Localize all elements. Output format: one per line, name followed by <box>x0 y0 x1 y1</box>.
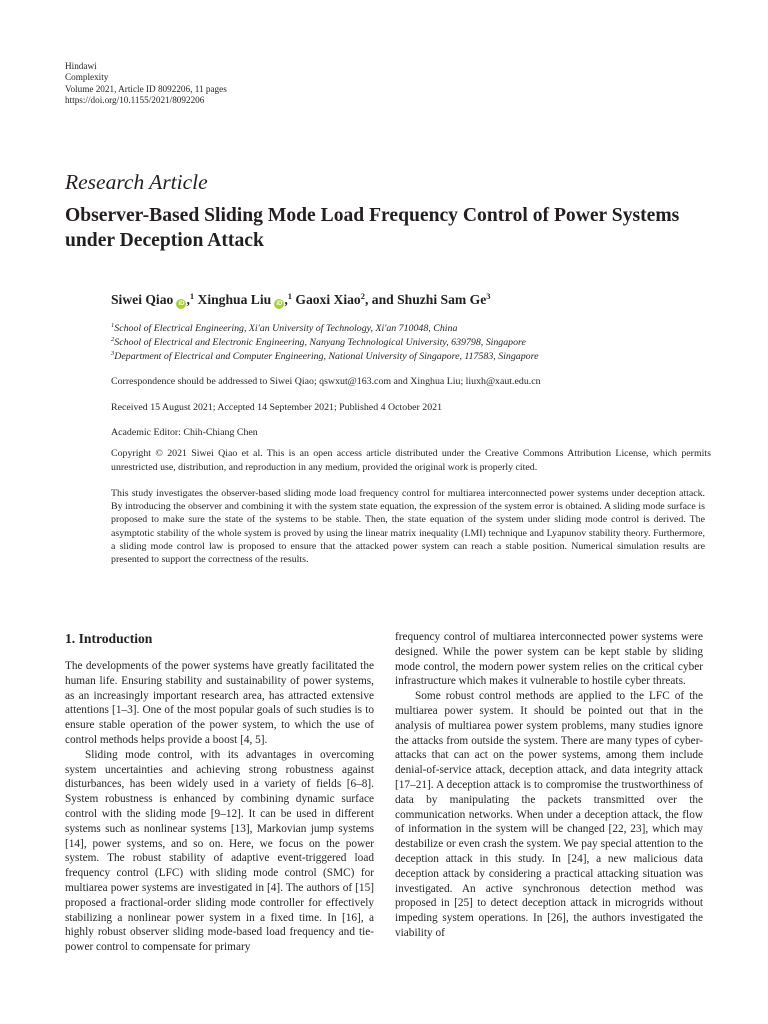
publisher-name: Hindawi <box>65 61 97 71</box>
author-name: Xinghua Liu <box>197 292 272 307</box>
copyright-notice: Copyright © 2021 Siwei Qiao et al. This is an open access article distributed under the Creative Commons Attribution License, which permits unrestricted use, distribution, and reproduction in any medium, provided the original work is properly cited. <box>111 448 711 473</box>
doi-link[interactable]: https://doi.org/10.1155/2021/8092206 <box>65 95 205 106</box>
body-paragraph: Sliding mode control, with its advantages in overcoming system uncertainties and achieving strong robustness against disturbances, has been widely used in a variety of fields [6–8]. System robustness is enhanced by combining dynamic surface control with the sliding mode [9–12]. It can be used in different systems such as nonlinear systems [13], Markovian jump systems [14], power systems, and so on. Here, we focus on the power system. The robust stability of adaptive event-triggered load frequency control (LFC) with sliding mode control (SMC) for multiarea power systems are investigated in [4]. The authors of [15] proposed a fractional-order sliding mode controller for effectively stabilizing a nonlinear power system in a fixed time. In [16], a highly robust observer sliding mode-based load frequency and tie-power control to compensate for primary <box>65 748 374 954</box>
affiliation-3 <box>111 350 538 364</box>
author-1 <box>111 292 194 307</box>
affiliation-number: 1 <box>111 322 115 329</box>
affiliation-marker: 3 <box>486 291 491 301</box>
right-column <box>395 630 703 941</box>
affiliation-marker: 2 <box>360 291 365 301</box>
journal-header <box>65 61 227 107</box>
author-separator: , <box>284 292 288 307</box>
section-heading: 1. Introduction <box>65 631 153 646</box>
volume-info: Volume 2021, Article ID 8092206, 11 pages <box>65 83 227 94</box>
affiliation-2 <box>111 336 538 350</box>
affiliation-marker: 1 <box>189 291 195 301</box>
affiliation-text: School of Electrical Engineering, Xi'an University of Technology, Xi'an 710048, China <box>114 323 458 334</box>
author-separator: , and <box>364 292 394 307</box>
article-type: Research Article <box>65 170 208 194</box>
body-paragraph: Some robust control methods are applied to the LFC of the multiarea power system. It should be pointed out that in the analysis of multiarea power system problems, many studies ignore the attacks from outside the system. There are many types of cyber-attacks that can act on the power systems, among them include denial-of-service attack, deception attack, and data integrity attack [17–21]. A deception attack is to compromise the trustworthiness of data by manipulating the packets transmitted over the communication networks. When under a deception attack, the flow of information in the system will be changed [22, 23], which may destabilize or even crash the system. We pay special attention to the deception attack in this study. In [24], a new malicious data deception attack by considering a practical attacking situation was investigated. An active synchronous detection method was proposed in [25] to detect deception attack in microgrids without impeding system operations. In [26], the authors investigated the viability of <box>395 690 703 939</box>
author-name: Siwei Qiao <box>111 292 174 307</box>
publication-dates: Received 15 August 2021; Accepted 14 September 2021; Published 4 October 2021 <box>111 402 443 413</box>
body-paragraph: frequency control of multiarea interconnected power systems were designed. While the power system can be kept stable by sliding mode control, the modern power system relies on the critical cyber infrastructure which makes it vulnerable to hostile cyber threats. <box>395 631 703 688</box>
affiliations <box>111 322 538 364</box>
abstract: This study investigates the observer-based sliding mode load frequency control for multiarea interconnected power systems under deception attack. By introducing the observer and combining it with the system state equation, the expression of the system error is obtained. A sliding mode surface is proposed to make sure the state of the systems to be stable. Then, the state equation of the system under sliding mode control is derived. The asymptotic stability of the whole system is proved by using the linear matrix inequality (LMI) technique and Lyapunov stability theory. Furthermore, a sliding mode control law is proposed to ensure that the attacked power system can reach a stable position. Numerical simulation results are presented to support the correctness of the results. <box>111 488 705 566</box>
left-column <box>65 659 374 955</box>
affiliation-1 <box>111 322 538 336</box>
author-2 <box>198 292 292 307</box>
author-4 <box>397 292 490 307</box>
affiliation-text: School of Electrical and Electronic Engineering, Nanyang Technological University, 639798, Singapore <box>114 337 526 348</box>
affiliation-text: Department of Electrical and Computer Engineering, National University of Singapore, 117583, Singapore <box>114 351 539 362</box>
author-separator: , <box>186 292 190 307</box>
affiliation-number: 2 <box>111 336 115 343</box>
body-paragraph: The developments of the power systems have greatly facilitated the human life. Ensuring stability and sustainability of power systems, as an increasingly important research area, has attracted extensive attentions [1–3]. One of the most popular goals of such studies is to ensure stable operation of the power system, to which the use of control methods helps provide a boost [4, 5]. <box>65 660 374 746</box>
orcid-icon[interactable]: iD <box>276 301 283 307</box>
paper-title: Observer-Based Sliding Mode Load Frequency Control of Power Systems under Deception Attack <box>65 205 680 251</box>
author-list <box>111 292 490 309</box>
author-3 <box>295 292 393 307</box>
correspondence: Correspondence should be addressed to Siwei Qiao; qswxut@163.com and Xinghua Liu; liuxh@xaut.edu.cn <box>111 376 541 387</box>
journal-name: Complexity <box>65 72 109 83</box>
affiliation-marker: 1 <box>287 291 292 301</box>
author-name: Shuzhi Sam Ge <box>397 292 487 307</box>
author-name: Gaoxi Xiao <box>295 292 361 307</box>
orcid-icon[interactable]: iD <box>178 301 185 307</box>
affiliation-number: 3 <box>111 350 115 357</box>
academic-editor: Academic Editor: Chih-Chiang Chen <box>111 427 258 438</box>
